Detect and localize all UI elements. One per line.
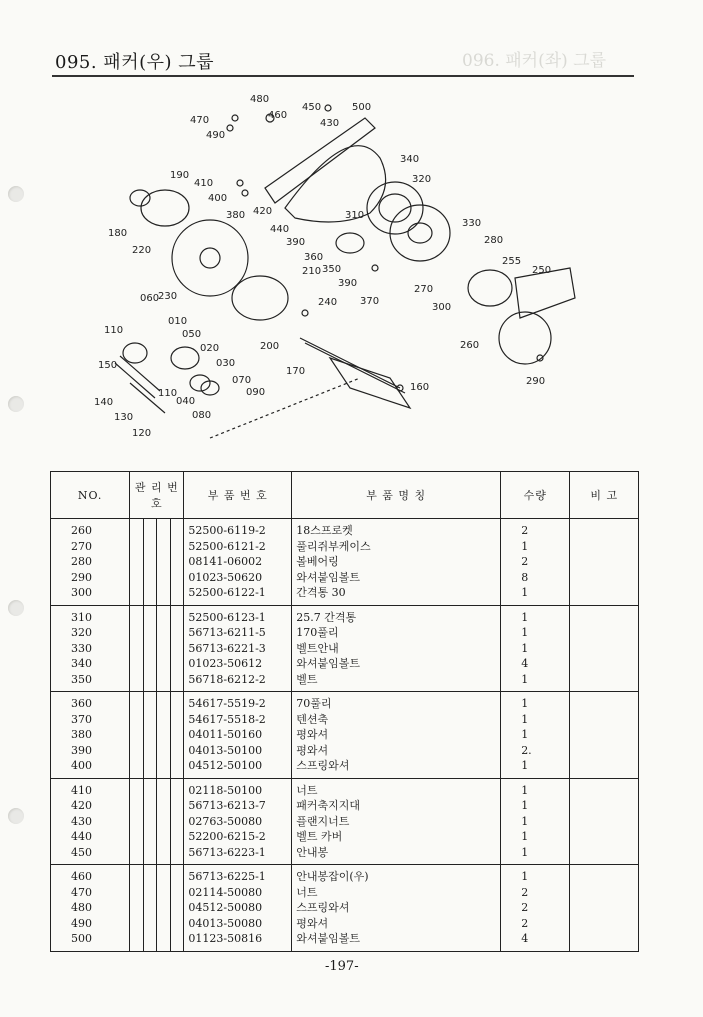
- callout-label: 170: [286, 366, 306, 377]
- cell-line: 56713-6213-7: [188, 799, 266, 812]
- cell-line: 54617-5518-2: [188, 712, 266, 726]
- punch-hole: [8, 186, 24, 202]
- remark-cell: [570, 865, 639, 952]
- callout-label: 110: [158, 388, 178, 399]
- callout-label: 220: [132, 245, 152, 256]
- callout-label: 110: [104, 325, 124, 336]
- part-name-cell: [292, 605, 501, 692]
- table-row-group: [51, 605, 639, 692]
- callout-label: 120: [132, 428, 152, 439]
- part-no-cell: [184, 692, 292, 779]
- cell-line: 2: [521, 901, 529, 914]
- remark-cell: [570, 778, 639, 865]
- callout-label: 490: [206, 130, 226, 141]
- cell-line: 52500-6122-1: [188, 586, 266, 599]
- cell-line: 너트: [296, 783, 318, 797]
- cell-line: 04013-50080: [188, 916, 263, 930]
- cell-line: 290: [71, 570, 92, 584]
- cell-line: 54617-5519-2: [188, 697, 266, 710]
- management-cell: [157, 519, 171, 606]
- cell-line: 380: [71, 728, 92, 741]
- table-row-group: [51, 778, 639, 865]
- management-cell: [170, 865, 184, 952]
- qty-cell: [501, 865, 570, 952]
- cell-line: 70풀리: [296, 697, 332, 710]
- punch-hole: [8, 396, 24, 412]
- cell-line: 볼베어링: [296, 555, 339, 568]
- table-row-group: [51, 692, 639, 779]
- callout-label: 280: [484, 235, 504, 246]
- cell-line: 18스프로켓: [296, 524, 353, 537]
- cell-line: 52200-6215-2: [188, 830, 266, 843]
- cell-line: 01023-50612: [188, 657, 263, 670]
- cell-line: 평와셔: [296, 916, 329, 930]
- callout-label: 190: [170, 170, 190, 181]
- callout-label: 440: [270, 224, 290, 235]
- callout-label: 310: [345, 210, 365, 221]
- cell-line: 56713-6225-1: [188, 870, 266, 883]
- cell-line: 400: [71, 759, 92, 772]
- cell-line: 4: [521, 657, 529, 670]
- cell-line: 2: [521, 524, 529, 537]
- callout-label: 180: [108, 228, 128, 239]
- management-cell: [157, 778, 171, 865]
- callout-label: 340: [400, 154, 420, 165]
- cell-line: 420: [71, 799, 92, 812]
- cell-line: 52500-6119-2: [188, 524, 266, 537]
- cell-line: 480: [71, 901, 92, 914]
- callout-label: 060: [140, 293, 160, 304]
- cell-line: 01123-50816: [188, 932, 263, 945]
- cell-line: 04512-50100: [188, 759, 263, 772]
- page-title: 095. 패커(우) 그룹: [55, 52, 215, 73]
- management-cell: [143, 519, 157, 606]
- table-row-group: [51, 865, 639, 952]
- callout-label: 255: [502, 256, 522, 267]
- cell-line: 25.7 간격통: [296, 610, 357, 624]
- title-rule: [52, 75, 634, 77]
- callout-label: 320: [412, 174, 432, 185]
- qty-cell: [501, 778, 570, 865]
- cell-line: 1: [521, 697, 529, 710]
- cell-line: 470: [71, 885, 92, 899]
- part-no-cell: [184, 865, 292, 952]
- cell-line: 벨트 카버: [296, 830, 343, 843]
- cell-line: 1: [521, 672, 529, 686]
- cell-line: 56713-6223-1: [188, 845, 266, 859]
- cell-line: 1: [521, 626, 529, 639]
- callout-label: 430: [320, 118, 340, 129]
- management-cell: [143, 778, 157, 865]
- cell-line: 1: [521, 759, 529, 772]
- callout-label: 470: [190, 115, 210, 126]
- cell-line: 52500-6123-1: [188, 610, 266, 624]
- cell-line: 패커축지지대: [296, 799, 360, 812]
- cell-line: 4: [521, 932, 529, 945]
- parts-table: [50, 471, 639, 952]
- callout-label: 300: [432, 302, 452, 313]
- cell-line: 04512-50080: [188, 901, 263, 914]
- cell-line: 스프링와셔: [296, 901, 350, 914]
- cell-line: 2.: [521, 743, 532, 757]
- col-header-part-no: 부 품 번 호: [184, 472, 292, 519]
- callout-label: 420: [253, 206, 273, 217]
- callout-label: 400: [208, 193, 228, 204]
- callout-label: 020: [200, 343, 220, 354]
- cell-line: 8: [521, 570, 529, 584]
- cell-line: 와셔붙임볼트: [296, 657, 360, 670]
- page-number: -197-: [325, 959, 359, 974]
- col-header-remark: 비 고: [570, 472, 639, 519]
- management-cell: [170, 519, 184, 606]
- cell-line: 430: [71, 814, 92, 828]
- callout-label: 160: [410, 382, 430, 393]
- qty-cell: [501, 605, 570, 692]
- callout-labels: [94, 94, 551, 439]
- cell-line: 1: [521, 783, 529, 797]
- callout-label: 360: [304, 252, 324, 263]
- col-header-management-no: 관 리 번 호: [130, 472, 184, 519]
- no-cell: [51, 605, 130, 692]
- col-header-qty: 수량: [501, 472, 570, 519]
- callout-label: 240: [318, 297, 338, 308]
- management-cell: [170, 605, 184, 692]
- cell-line: 02763-50080: [188, 814, 263, 828]
- cell-line: 280: [71, 555, 92, 568]
- callout-label: 090: [246, 387, 266, 398]
- callout-label: 140: [94, 397, 114, 408]
- cell-line: 1: [521, 586, 529, 599]
- remark-cell: [570, 519, 639, 606]
- management-cell: [157, 865, 171, 952]
- part-name-cell: [292, 692, 501, 779]
- cell-line: 08141-06002: [188, 555, 263, 568]
- callout-label: 480: [250, 94, 270, 105]
- management-cell: [130, 519, 144, 606]
- callout-label: 230: [158, 291, 178, 302]
- callout-label: 260: [460, 340, 480, 351]
- part-no-cell: [184, 519, 292, 606]
- cell-line: 와셔붙임볼트: [296, 932, 360, 945]
- management-cell: [143, 865, 157, 952]
- cell-line: 340: [71, 657, 92, 670]
- callout-label: 450: [302, 102, 322, 113]
- cell-line: 1: [521, 830, 529, 843]
- cell-line: 300: [71, 586, 92, 599]
- no-cell: [51, 692, 130, 779]
- col-header-no: NO.: [51, 472, 130, 519]
- cell-line: 490: [71, 916, 92, 930]
- table-row-group: [51, 519, 639, 606]
- col-header-part-name: 부 품 명 칭: [292, 472, 501, 519]
- cell-line: 56718-6212-2: [188, 672, 266, 686]
- cell-line: 안내봉잡이(우): [296, 870, 369, 883]
- cell-line: 01023-50620: [188, 570, 263, 584]
- cell-line: 1: [521, 712, 529, 726]
- cell-line: 56713-6221-3: [188, 641, 266, 655]
- callout-label: 500: [352, 102, 372, 113]
- cell-line: 1: [521, 870, 529, 883]
- management-cell: [170, 778, 184, 865]
- callout-label: 380: [226, 210, 246, 221]
- cell-line: 02114-50080: [188, 885, 263, 899]
- cell-line: 스프링와셔: [296, 759, 350, 772]
- management-cell: [170, 692, 184, 779]
- callout-label: 030: [216, 358, 236, 369]
- punch-hole: [8, 808, 24, 824]
- management-cell: [130, 605, 144, 692]
- cell-line: 170풀리: [296, 626, 339, 639]
- cell-line: 410: [71, 783, 92, 797]
- no-cell: [51, 519, 130, 606]
- cell-line: 390: [71, 743, 92, 757]
- remark-cell: [570, 692, 639, 779]
- callout-label: 070: [232, 375, 252, 386]
- callout-label: 050: [182, 329, 202, 340]
- callout-label: 080: [192, 410, 212, 421]
- cell-line: 안내봉: [296, 845, 329, 859]
- cell-line: 330: [71, 641, 92, 655]
- callout-label: 210: [302, 266, 322, 277]
- cell-line: 1: [521, 845, 529, 859]
- cell-line: 평와셔: [296, 743, 329, 757]
- callout-label: 130: [114, 412, 134, 423]
- cell-line: 04013-50100: [188, 743, 263, 757]
- management-cell: [157, 692, 171, 779]
- cell-line: 벨트안내: [296, 641, 339, 655]
- cell-line: 310: [71, 610, 92, 624]
- callout-label: 330: [462, 218, 482, 229]
- cell-line: 350: [71, 672, 92, 686]
- qty-cell: [501, 692, 570, 779]
- cell-line: 2: [521, 885, 529, 899]
- cell-line: 460: [71, 870, 92, 883]
- cell-line: 56713-6211-5: [188, 626, 266, 639]
- cell-line: 260: [71, 524, 92, 537]
- part-name-cell: [292, 519, 501, 606]
- cell-line: 2: [521, 555, 529, 568]
- cell-line: 풀리쥐부케이스: [296, 539, 371, 553]
- cell-line: 320: [71, 626, 92, 639]
- management-cell: [157, 605, 171, 692]
- cell-line: 1: [521, 799, 529, 812]
- cell-line: 1: [521, 610, 529, 624]
- exploded-parts-diagram: [60, 88, 620, 458]
- callout-label: 410: [194, 178, 214, 189]
- punch-hole: [8, 600, 24, 616]
- cell-line: 500: [71, 932, 92, 945]
- callout-label: 390: [338, 278, 358, 289]
- management-cell: [143, 692, 157, 779]
- cell-line: 450: [71, 845, 92, 859]
- cell-line: 벨트: [296, 672, 318, 686]
- callout-label: 390: [286, 237, 306, 248]
- management-cell: [130, 778, 144, 865]
- cell-line: 360: [71, 697, 92, 710]
- part-no-cell: [184, 605, 292, 692]
- callout-label: 370: [360, 296, 380, 307]
- cell-line: 1: [521, 728, 529, 741]
- cell-line: 370: [71, 712, 92, 726]
- cell-line: 52500-6121-2: [188, 539, 266, 553]
- management-cell: [143, 605, 157, 692]
- cell-line: 너트: [296, 885, 318, 899]
- bleed-through-title: 096. 패커(좌) 그룹: [462, 51, 607, 71]
- cell-line: 02118-50100: [188, 783, 263, 797]
- cell-line: 평와셔: [296, 728, 329, 741]
- cell-line: 1: [521, 641, 529, 655]
- no-cell: [51, 778, 130, 865]
- callout-label: 150: [98, 360, 118, 371]
- cell-line: 1: [521, 539, 529, 553]
- cell-line: 04011-50160: [188, 728, 263, 741]
- callout-label: 460: [268, 110, 288, 121]
- cell-line: 간격통 30: [296, 586, 346, 599]
- management-cell: [130, 865, 144, 952]
- qty-cell: [501, 519, 570, 606]
- part-name-cell: [292, 865, 501, 952]
- callout-label: 270: [414, 284, 434, 295]
- cell-line: 1: [521, 814, 529, 828]
- callout-label: 290: [526, 376, 546, 387]
- cell-line: 440: [71, 830, 92, 843]
- callout-label: 200: [260, 341, 280, 352]
- callout-label: 250: [532, 265, 552, 276]
- part-name-cell: [292, 778, 501, 865]
- cell-line: 2: [521, 916, 529, 930]
- callout-label: 350: [322, 264, 342, 275]
- cell-line: 텐션축: [296, 712, 329, 726]
- management-cell: [130, 692, 144, 779]
- callout-label: 040: [176, 396, 196, 407]
- table-header-row: [51, 472, 639, 519]
- remark-cell: [570, 605, 639, 692]
- no-cell: [51, 865, 130, 952]
- part-no-cell: [184, 778, 292, 865]
- callout-label: 010: [168, 316, 188, 327]
- cell-line: 플랜지너트: [296, 814, 350, 828]
- cell-line: 와셔붙임볼트: [296, 570, 360, 584]
- cell-line: 270: [71, 539, 92, 553]
